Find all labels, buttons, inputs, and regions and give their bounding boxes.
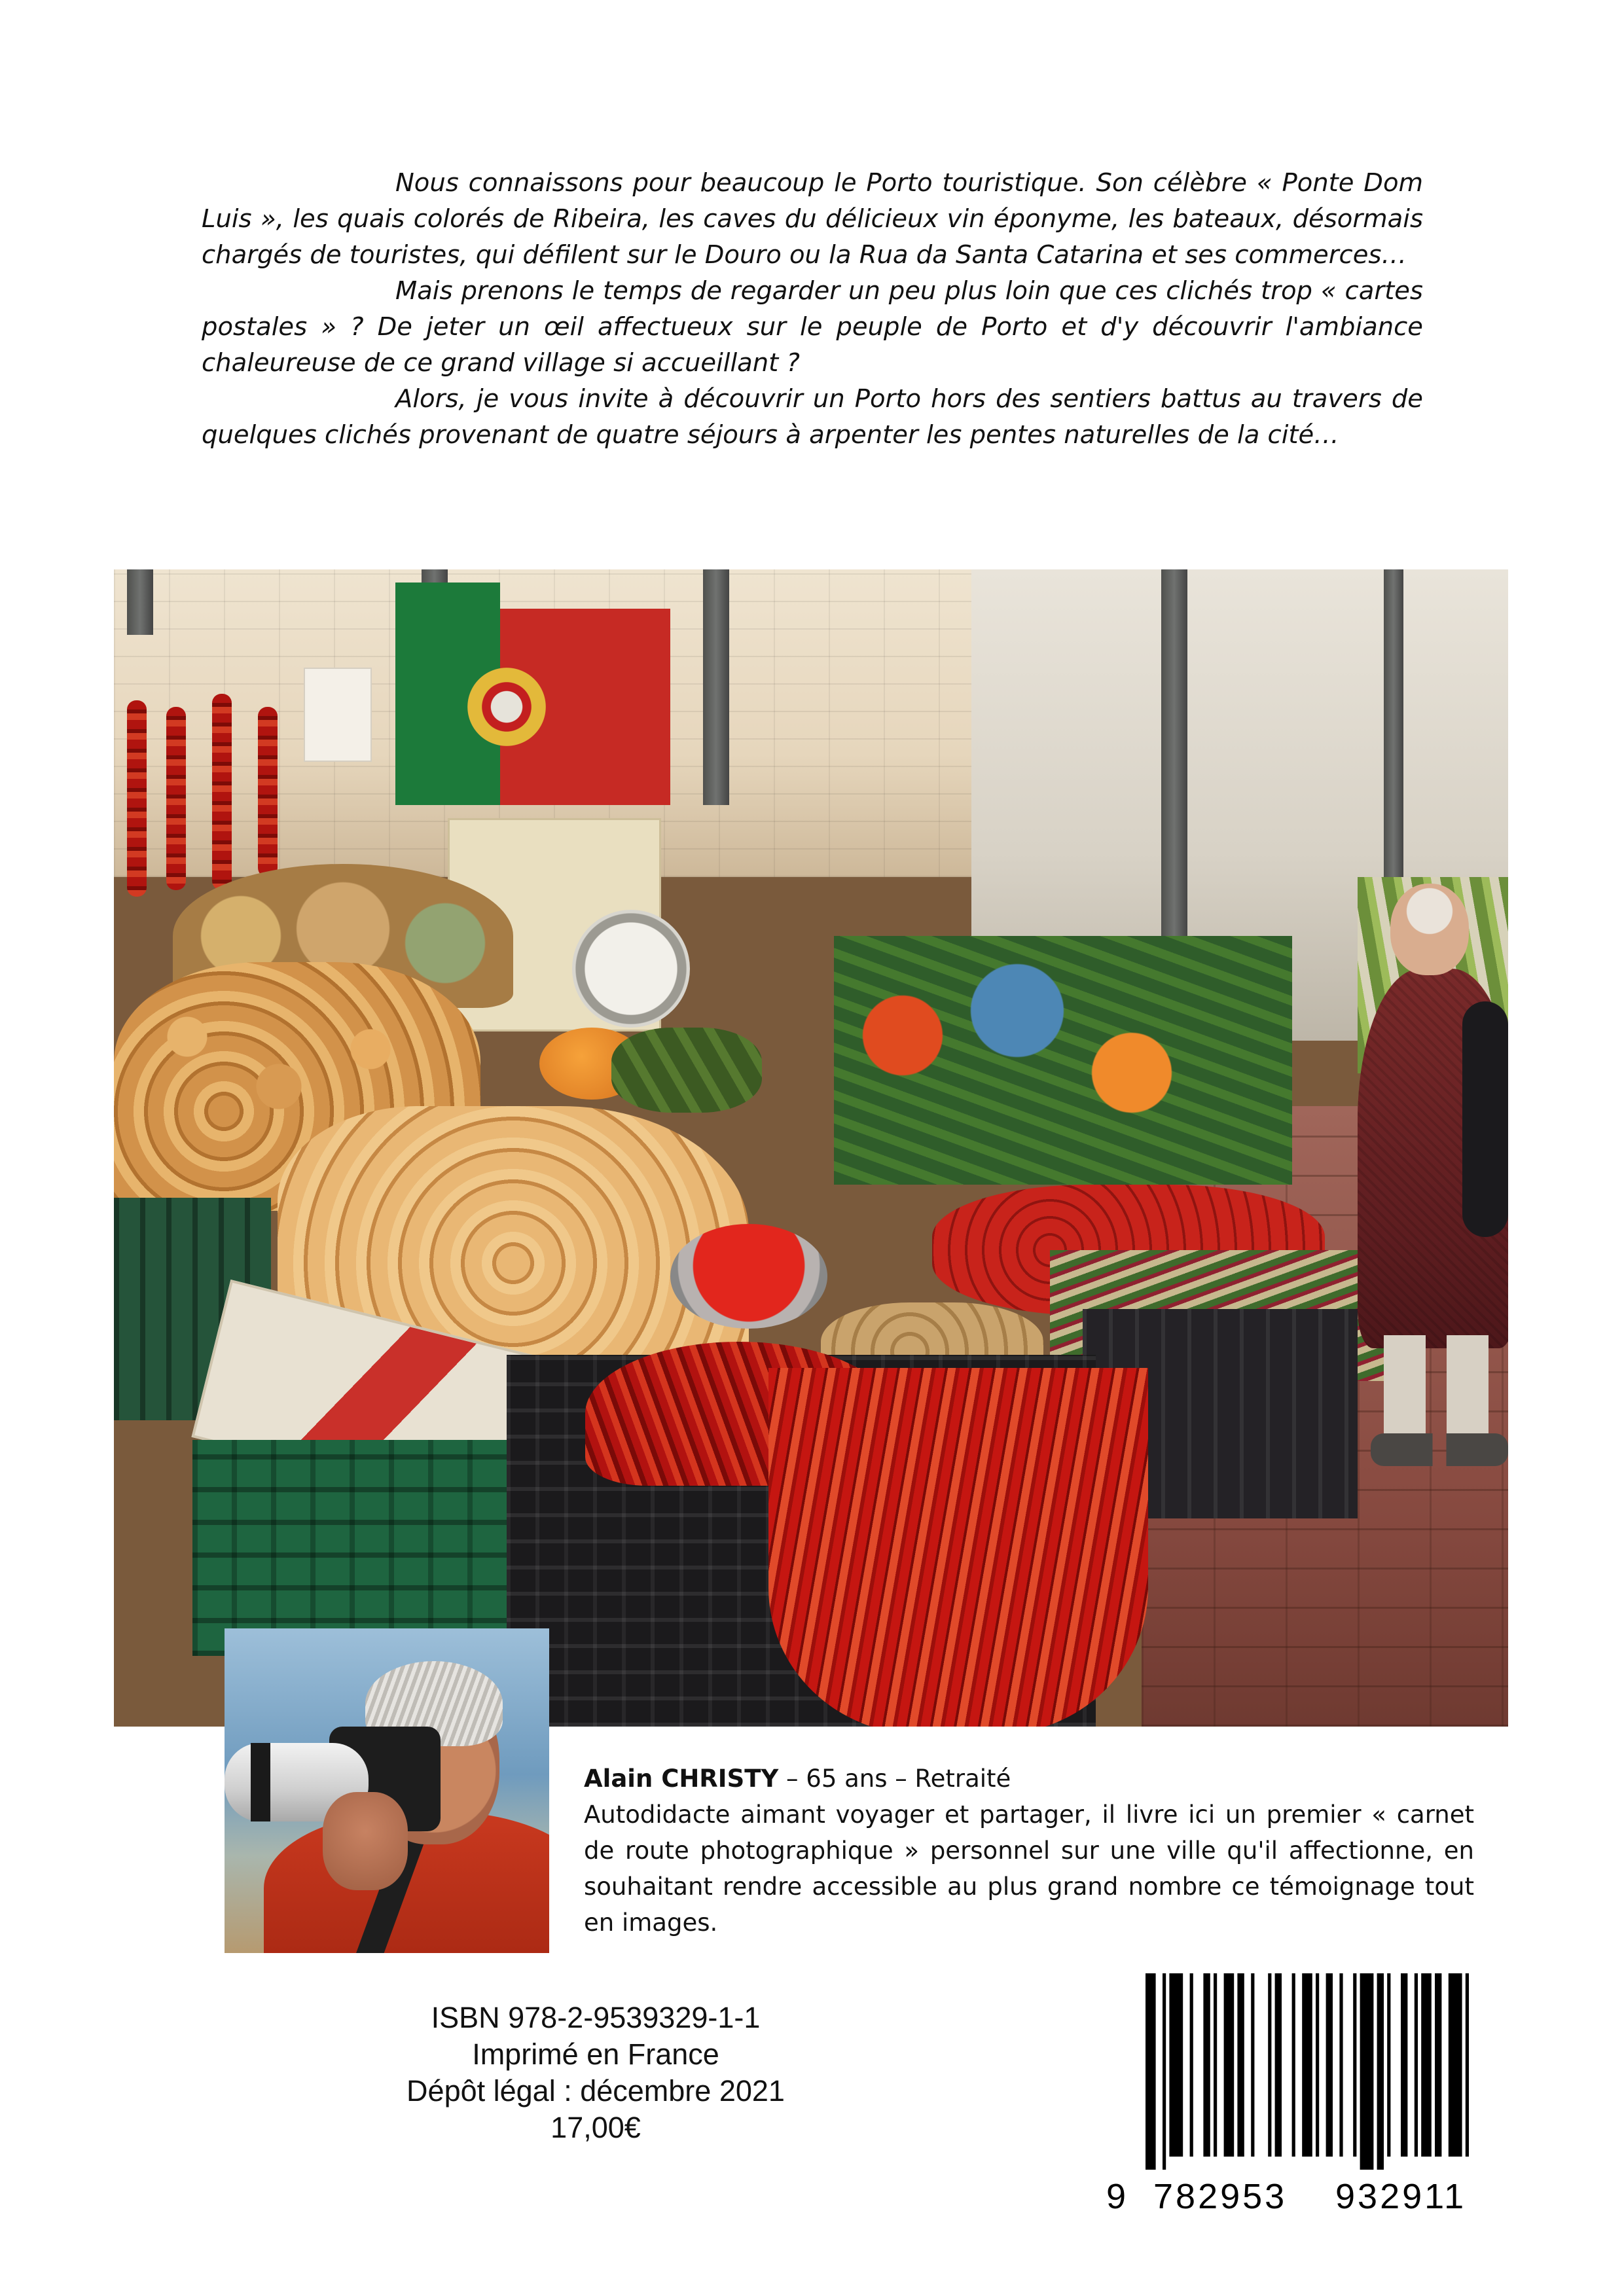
barcode-bar bbox=[1203, 1973, 1210, 2157]
intro-paragraph: Nous connaissons pour beaucoup le Porto touristique. Son célèbre « Ponte Dom Luis », les quais colorés de Ribeira, les caves du délicieux vin éponyme, les bateaux, désormais chargés de touristes, qui défilent sur le Douro ou la Rua da Santa Catarina et ses commerces… bbox=[202, 168, 1423, 270]
market-stall-photo bbox=[114, 569, 1508, 1727]
pillar bbox=[127, 569, 153, 635]
lens-ring bbox=[251, 1743, 270, 1821]
author-name: Alain CHRISTY bbox=[584, 1765, 779, 1793]
intro-paragraph: Alors, je vous invite à découvrir un Porto hors des sentiers battus au travers de quelques clichés provenant de quatre séjours à arpenter les pentes naturelles de la cité… bbox=[202, 384, 1423, 450]
wall-calendar bbox=[304, 668, 372, 762]
green-crate bbox=[192, 1440, 507, 1656]
legal-deposit: Dépôt légal : décembre 2021 bbox=[406, 2074, 785, 2108]
barcode-bar bbox=[1415, 1973, 1418, 2157]
author-heading bbox=[584, 1761, 1474, 1797]
barcode-bar bbox=[1466, 1973, 1469, 2157]
colophon bbox=[367, 2000, 825, 2146]
hanging-chilies bbox=[166, 707, 186, 890]
vendor-legs bbox=[1384, 1335, 1489, 1446]
price: 17,00€ bbox=[550, 2111, 641, 2144]
author-bio bbox=[584, 1761, 1474, 1941]
barcode-left-group: 782953 bbox=[1153, 2177, 1288, 2216]
printed-in: Imprimé en France bbox=[472, 2037, 719, 2071]
isbn: ISBN 978-2-9539329-1-1 bbox=[431, 2001, 761, 2034]
vegetable-display bbox=[834, 936, 1292, 1185]
author-bio-text: Autodidacte aimant voyager et partager, il livre ici un premier « carnet de route photographique » personnel sur une ville qu'il affectionne, en souhaitant rendre accessible au plus grand nombre ce témoignage tout en images. bbox=[584, 1801, 1474, 1937]
barcode-bar bbox=[1387, 1973, 1390, 2157]
barcode-bar bbox=[1377, 1973, 1384, 2170]
barcode-bar bbox=[1275, 1973, 1282, 2157]
vendor-arm bbox=[1462, 1001, 1508, 1237]
barcode-bar bbox=[1224, 1973, 1235, 2157]
pillar bbox=[703, 569, 729, 805]
flag-emblem bbox=[467, 668, 546, 746]
barcode-bar bbox=[1146, 1973, 1156, 2170]
hanging-chilies bbox=[127, 700, 147, 897]
barcode-bar bbox=[1435, 1973, 1441, 2157]
barcode-bar bbox=[1190, 1973, 1193, 2157]
barcode-bar bbox=[1401, 1973, 1407, 2157]
vendor-shoes bbox=[1371, 1433, 1508, 1466]
vendor-head bbox=[1390, 884, 1469, 975]
pillar bbox=[1161, 569, 1187, 936]
weighing-scale bbox=[572, 910, 690, 1028]
barcode-bar bbox=[1302, 1973, 1312, 2157]
author-details: – 65 ans – Retraité bbox=[778, 1765, 1011, 1793]
barcode-first-digit: 9 bbox=[1106, 2177, 1127, 2216]
zucchini-pile bbox=[611, 1028, 762, 1113]
barcode-bar bbox=[1339, 1973, 1343, 2157]
barcode-bar bbox=[1292, 1973, 1295, 2157]
barcode-bar bbox=[1421, 1973, 1432, 2157]
barcode-right-group: 932911 bbox=[1335, 2177, 1467, 2216]
hanging-chilies bbox=[258, 707, 278, 877]
chili-garlands bbox=[768, 1368, 1148, 1727]
barcode-bar bbox=[1360, 1973, 1374, 2170]
barcode-bar bbox=[1316, 1973, 1319, 2157]
barcode bbox=[1106, 1973, 1479, 2222]
barcode-bar bbox=[1353, 1973, 1356, 2157]
hanging-chilies bbox=[212, 694, 232, 890]
intro-paragraph: Mais prenons le temps de regarder un peu plus loin que ces clichés trop « cartes postales » ? De jeter un œil affectueux sur le peuple de Porto et d'y découvrir l'ambiance chaleureuse de ce grand village si accueillant ? bbox=[202, 276, 1423, 378]
barcode-bar bbox=[1237, 1973, 1244, 2157]
barcode-bar bbox=[1251, 1973, 1254, 2157]
barcode-bar bbox=[1326, 1973, 1333, 2157]
barcode-bar bbox=[1169, 1973, 1183, 2157]
barcode-bar bbox=[1214, 1973, 1217, 2157]
barcode-bar bbox=[1163, 1973, 1166, 2170]
intro-text bbox=[202, 165, 1423, 453]
photographer-hand bbox=[323, 1792, 408, 1890]
pepper-bowl bbox=[670, 1224, 827, 1329]
barcode-digits bbox=[1106, 2176, 1479, 2222]
barcode-bar bbox=[1268, 1973, 1271, 2157]
barcode-bar bbox=[1449, 1973, 1462, 2157]
photographer-portrait bbox=[225, 1628, 549, 1953]
